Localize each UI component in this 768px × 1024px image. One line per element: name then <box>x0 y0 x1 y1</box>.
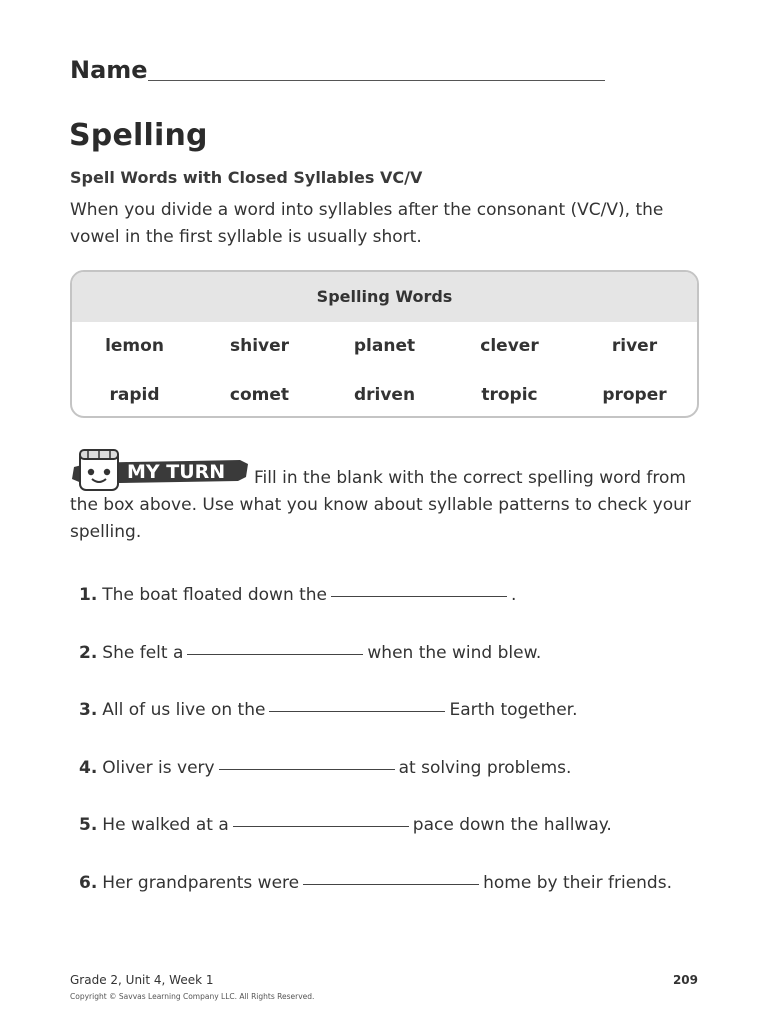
spelling-word: shiver <box>229 336 290 356</box>
answer-blank[interactable] <box>219 768 395 770</box>
spelling-word: river <box>611 336 658 356</box>
answer-blank[interactable] <box>303 883 479 885</box>
question-item <box>79 585 516 605</box>
word-row <box>72 336 697 356</box>
name-field[interactable] <box>148 80 605 81</box>
spelling-word: proper <box>602 385 667 405</box>
question-number: 3. <box>79 700 98 720</box>
question-text-before: Oliver is very <box>102 758 215 778</box>
name-label: Name <box>70 56 148 84</box>
spelling-word: rapid <box>109 385 160 405</box>
spelling-word: planet <box>353 336 416 356</box>
question-number: 5. <box>79 815 98 835</box>
footer-unit: Grade 2, Unit 4, Week 1 <box>70 973 214 987</box>
my-turn-instructions: Fill in the blank with the correct spelling word from the box above. Use what you know about syllable patterns to check your spelling. <box>70 468 691 542</box>
question-text-before: He walked at a <box>102 815 229 835</box>
question-item <box>79 643 541 663</box>
question-number: 4. <box>79 758 98 778</box>
page-number: 209 <box>672 973 698 987</box>
question-text-after: home by their friends. <box>483 873 672 893</box>
page-title: Spelling <box>69 118 208 153</box>
spelling-word: tropic <box>481 385 538 405</box>
answer-blank[interactable] <box>331 595 507 597</box>
spelling-word: lemon <box>105 336 164 356</box>
answer-blank[interactable] <box>269 710 445 712</box>
intro-text: When you divide a word into syllables after the consonant (VC/V), the vowel in the first syllable is usually short. <box>70 200 664 247</box>
question-text-after: pace down the hallway. <box>412 815 612 835</box>
question-text-before: All of us live on the <box>102 700 266 720</box>
answer-blank[interactable] <box>187 653 363 655</box>
question-text-after: when the wind blew. <box>367 643 542 663</box>
question-text-after: Earth together. <box>449 700 578 720</box>
question-item <box>79 758 571 778</box>
question-number: 2. <box>79 643 98 663</box>
lesson-subtitle: Spell Words with Closed Syllables VC/V <box>70 168 423 187</box>
spelling-words-header: Spelling Words <box>72 272 697 322</box>
question-item <box>79 873 672 893</box>
word-row <box>72 385 697 405</box>
question-text-before: She felt a <box>102 643 184 663</box>
question-item <box>79 815 612 835</box>
answer-blank[interactable] <box>233 825 409 827</box>
question-text-after: . <box>511 585 517 605</box>
question-text-before: Her grandparents were <box>102 873 300 893</box>
question-text-before: The boat floated down the <box>102 585 328 605</box>
question-text-after: at solving problems. <box>398 758 572 778</box>
spelling-words-box <box>70 270 699 418</box>
spelling-word: comet <box>229 385 290 405</box>
spelling-word: driven <box>353 385 416 405</box>
question-item <box>79 700 578 720</box>
spelling-word: clever <box>480 336 539 356</box>
question-number: 1. <box>79 585 98 605</box>
footer-copyright: Copyright © Savvas Learning Company LLC. All Rights Reserved. <box>70 992 315 1001</box>
my-turn-label: MY TURN <box>127 461 226 483</box>
question-number: 6. <box>79 873 98 893</box>
